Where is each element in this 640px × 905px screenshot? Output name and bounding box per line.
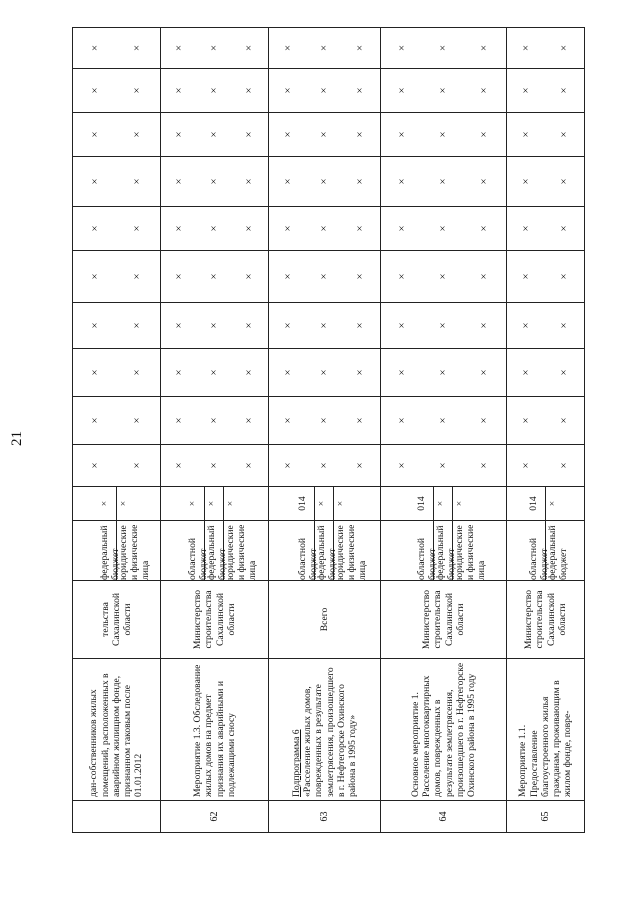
x-mark: × (335, 500, 346, 507)
x-mark: × (207, 131, 220, 138)
x-mark-cell (381, 445, 507, 487)
funding-sources (507, 521, 585, 581)
x-mark: × (281, 462, 294, 469)
x-mark: × (207, 178, 220, 185)
x-mark-cell (507, 397, 585, 445)
budget-code (73, 487, 161, 521)
funding-source: юридические и физические лица (335, 524, 369, 580)
x-mark: × (395, 225, 408, 232)
x-mark: × (207, 462, 220, 469)
x-mark-cell (381, 69, 507, 113)
x-mark-cell (161, 349, 269, 397)
x-mark: × (436, 87, 449, 94)
x-mark-cell (161, 157, 269, 207)
x-mark: × (436, 225, 449, 232)
x-mark: × (436, 462, 449, 469)
x-mark: × (354, 322, 367, 329)
x-mark: × (354, 462, 367, 469)
x-mark-cell (269, 113, 381, 157)
funding-source: федеральный бюджет (205, 521, 224, 580)
x-mark: × (281, 273, 294, 280)
x-mark: × (88, 273, 101, 280)
x-mark: × (207, 273, 220, 280)
x-mark: × (131, 369, 144, 376)
x-mark-cell (507, 113, 585, 157)
x-mark: × (172, 178, 185, 185)
x-mark: × (354, 417, 367, 424)
x-mark: × (88, 44, 101, 52)
x-mark: × (436, 44, 449, 52)
x-mark: × (281, 178, 294, 185)
x-mark: × (546, 500, 558, 507)
budget-code (507, 487, 585, 521)
x-mark: × (281, 87, 294, 94)
x-mark: × (557, 44, 570, 52)
x-mark: × (317, 131, 330, 138)
funding-sources (381, 521, 507, 581)
x-mark: × (88, 225, 101, 232)
x-mark: × (477, 131, 490, 138)
x-mark-cell (269, 349, 381, 397)
x-mark: × (317, 417, 330, 424)
x-mark: × (395, 369, 408, 376)
x-mark-cell (507, 28, 585, 69)
budget-code-value: 014 (296, 487, 315, 520)
x-mark-cell (507, 157, 585, 207)
x-mark: × (354, 131, 367, 138)
x-mark: × (88, 369, 101, 376)
x-mark: × (354, 273, 367, 280)
x-mark: × (520, 369, 533, 376)
funding-source: юридические и физические лица (454, 524, 488, 580)
x-mark: × (205, 487, 224, 520)
funding-source: областной бюджет (527, 521, 546, 580)
x-mark: × (172, 462, 185, 469)
x-mark-cell (73, 251, 161, 303)
x-mark: × (207, 322, 220, 329)
x-mark: × (557, 322, 570, 329)
executor: Министерство строительства Сахалинской области (507, 581, 585, 659)
x-mark: × (225, 500, 236, 507)
x-mark: × (395, 322, 408, 329)
x-mark-cell (507, 251, 585, 303)
x-mark: × (395, 273, 408, 280)
x-mark-cell (381, 397, 507, 445)
measure-name (269, 659, 381, 801)
row-number (73, 801, 161, 833)
x-mark: × (477, 225, 490, 232)
x-mark-cell (73, 28, 161, 69)
x-mark: × (242, 87, 255, 94)
x-mark: × (477, 369, 490, 376)
x-mark: × (557, 273, 570, 280)
x-mark: × (477, 417, 490, 424)
funding-source: федеральный бюджет (98, 521, 117, 580)
executor: Всего (269, 581, 381, 659)
x-mark-cell (269, 207, 381, 251)
x-mark-cell (161, 397, 269, 445)
measure-name-text: «Расселение жилых домов, поврежденных в результате землетрясения, произошедшего в г. Нефтегорске Охинского района в 1995 году» (302, 667, 358, 797)
x-mark: × (98, 487, 117, 520)
x-mark: × (317, 44, 330, 52)
measure-name-text: Мероприятие 1.1. Предоставление благоустроенного жилья гражданам, проживающим в жилом фонде, повре- (517, 680, 574, 797)
x-mark: × (520, 273, 533, 280)
funding-source: областной бюджет (296, 521, 315, 580)
x-mark-cell (269, 303, 381, 349)
funding-source: юридические и физические лица (225, 524, 259, 580)
x-mark-cell (161, 207, 269, 251)
x-mark: × (172, 225, 185, 232)
x-mark-cell (161, 303, 269, 349)
x-mark: × (477, 178, 490, 185)
x-mark: × (317, 87, 330, 94)
x-mark: × (436, 417, 449, 424)
x-mark: × (281, 131, 294, 138)
x-mark: × (172, 322, 185, 329)
x-mark: × (395, 462, 408, 469)
x-mark-cell (269, 251, 381, 303)
x-mark: × (315, 487, 334, 520)
x-mark: × (281, 417, 294, 424)
x-mark: × (354, 178, 367, 185)
executor: тельства Сахалинской области (73, 581, 161, 659)
x-mark: × (172, 417, 185, 424)
x-mark-cell (161, 69, 269, 113)
measure-name-text: Мероприятие 1.3. Обследование жилых домов на предмет признания их аварийными и подлежащими сносу (192, 664, 237, 797)
x-mark: × (131, 44, 144, 52)
funding-source: областной бюджет (415, 521, 434, 580)
x-mark: × (131, 87, 144, 94)
x-mark: × (317, 322, 330, 329)
x-mark: × (520, 417, 533, 424)
budget-code-value: 014 (527, 487, 546, 520)
x-mark: × (557, 178, 570, 185)
x-mark: × (454, 500, 465, 507)
x-mark: × (88, 417, 101, 424)
funding-sources (73, 521, 161, 581)
x-mark: × (557, 87, 570, 94)
x-mark-cell (381, 28, 507, 69)
x-mark: × (131, 131, 144, 138)
x-mark: × (242, 178, 255, 185)
x-mark: × (317, 225, 330, 232)
x-mark-cell (269, 28, 381, 69)
x-mark: × (281, 225, 294, 232)
executor: Министерство строительства Сахалинской области (381, 581, 507, 659)
x-mark: × (557, 131, 570, 138)
x-mark: × (207, 87, 220, 94)
x-mark: × (354, 369, 367, 376)
funding-sources (161, 521, 269, 581)
measure-name (381, 659, 507, 801)
x-mark-cell (507, 207, 585, 251)
x-mark: × (172, 369, 185, 376)
x-mark-cell (381, 251, 507, 303)
funding-source: федеральный бюджет (434, 521, 453, 580)
funding-source: областной бюджет (186, 521, 205, 580)
x-mark: × (207, 417, 220, 424)
x-mark-cell (381, 157, 507, 207)
x-mark: × (242, 131, 255, 138)
table-row (381, 28, 507, 833)
x-mark-cell (161, 113, 269, 157)
x-mark-cell (73, 397, 161, 445)
x-mark-cell (269, 445, 381, 487)
x-mark: × (172, 273, 185, 280)
subprogram-title: Подпрограмма 6 (290, 729, 302, 797)
x-mark: × (131, 225, 144, 232)
x-mark-cell (269, 397, 381, 445)
x-mark: × (207, 369, 220, 376)
x-mark: × (520, 44, 533, 52)
x-mark: × (477, 44, 490, 52)
x-mark: × (520, 462, 533, 469)
x-mark: × (88, 87, 101, 94)
budget-code (381, 487, 507, 521)
measure-name (73, 659, 161, 801)
x-mark: × (395, 44, 408, 52)
page-number: 21 (9, 431, 25, 446)
x-mark: × (436, 273, 449, 280)
table-row (161, 28, 269, 833)
x-mark: × (436, 178, 449, 185)
funding-source: юридические и физические лица (117, 524, 151, 580)
x-mark: × (88, 462, 101, 469)
x-mark: × (242, 273, 255, 280)
x-mark: × (477, 322, 490, 329)
x-mark-cell (73, 207, 161, 251)
x-mark: × (207, 225, 220, 232)
x-mark: × (436, 131, 449, 138)
x-mark: × (557, 462, 570, 469)
budget-code (161, 487, 269, 521)
x-mark-cell (73, 157, 161, 207)
x-mark: × (131, 462, 144, 469)
x-mark-cell (269, 69, 381, 113)
x-mark-cell (161, 28, 269, 69)
x-mark: × (242, 225, 255, 232)
row-number: 62 (161, 801, 269, 833)
x-mark-cell (73, 303, 161, 349)
row-number: 65 (507, 801, 585, 833)
program-table (72, 27, 585, 833)
x-mark: × (477, 273, 490, 280)
x-mark-cell (381, 207, 507, 251)
x-mark: × (131, 273, 144, 280)
x-mark: × (436, 369, 449, 376)
table-row (73, 28, 161, 833)
x-mark: × (88, 322, 101, 329)
x-mark: × (317, 369, 330, 376)
x-mark: × (317, 273, 330, 280)
x-mark-cell (73, 349, 161, 397)
measure-name-text: дан-собственников жилых помещений, расположенных в аварийном жилищном фонде, признанном таковым после 01.01.2012 (88, 673, 145, 797)
x-mark: × (242, 44, 255, 52)
x-mark: × (434, 487, 453, 520)
funding-sources (269, 521, 381, 581)
x-mark-cell (161, 445, 269, 487)
x-mark-cell (73, 69, 161, 113)
x-mark-cell (73, 445, 161, 487)
x-mark: × (242, 322, 255, 329)
measure-name (507, 659, 585, 801)
x-mark: × (436, 322, 449, 329)
table-body (73, 28, 585, 833)
x-mark-cell (381, 113, 507, 157)
x-mark: × (242, 417, 255, 424)
x-mark: × (477, 462, 490, 469)
x-mark: × (172, 44, 185, 52)
x-mark: × (131, 178, 144, 185)
x-mark: × (317, 462, 330, 469)
x-mark-cell (381, 349, 507, 397)
x-mark: × (395, 131, 408, 138)
x-mark-cell (507, 349, 585, 397)
x-mark: × (520, 87, 533, 94)
x-mark: × (520, 225, 533, 232)
x-mark: × (172, 87, 185, 94)
x-mark-cell (507, 69, 585, 113)
x-mark-cell (161, 251, 269, 303)
x-mark: × (242, 369, 255, 376)
x-mark: × (117, 500, 129, 507)
x-mark: × (520, 322, 533, 329)
x-mark: × (395, 417, 408, 424)
x-mark: × (354, 44, 367, 52)
budget-code-value: 014 (415, 487, 434, 520)
x-mark-cell (269, 157, 381, 207)
executor: Министерство строительства Сахалинской области (161, 581, 269, 659)
x-mark: × (242, 462, 255, 469)
rotated-table-container (72, 28, 584, 833)
x-mark-cell (507, 445, 585, 487)
x-mark: × (520, 131, 533, 138)
table-row (269, 28, 381, 833)
x-mark: × (186, 487, 205, 520)
x-mark: × (281, 44, 294, 52)
x-mark: × (207, 44, 220, 52)
x-mark: × (131, 417, 144, 424)
x-mark: × (557, 417, 570, 424)
funding-source: федеральный бюджет (315, 521, 334, 580)
x-mark: × (557, 369, 570, 376)
x-mark: × (172, 131, 185, 138)
table-row (507, 28, 585, 833)
measure-name (161, 659, 269, 801)
row-number: 63 (269, 801, 381, 833)
x-mark-cell (507, 303, 585, 349)
x-mark: × (557, 225, 570, 232)
x-mark: × (520, 178, 533, 185)
x-mark: × (281, 322, 294, 329)
x-mark: × (131, 322, 144, 329)
x-mark-cell (73, 113, 161, 157)
x-mark-cell (381, 303, 507, 349)
x-mark: × (281, 369, 294, 376)
x-mark: × (88, 131, 101, 138)
x-mark: × (395, 178, 408, 185)
row-number: 64 (381, 801, 507, 833)
x-mark: × (395, 87, 408, 94)
x-mark: × (354, 87, 367, 94)
budget-code (269, 487, 381, 521)
x-mark: × (88, 178, 101, 185)
funding-source: федеральный бюджет (546, 525, 569, 580)
measure-name-text: Основное мероприятие 1. Расселение многоквартирных домов, поврежденных в результате землетрясения, произошедшего в г. Нефтегорске Охинского района в 1995 году (409, 662, 477, 797)
x-mark: × (354, 225, 367, 232)
x-mark: × (477, 87, 490, 94)
x-mark: × (317, 178, 330, 185)
